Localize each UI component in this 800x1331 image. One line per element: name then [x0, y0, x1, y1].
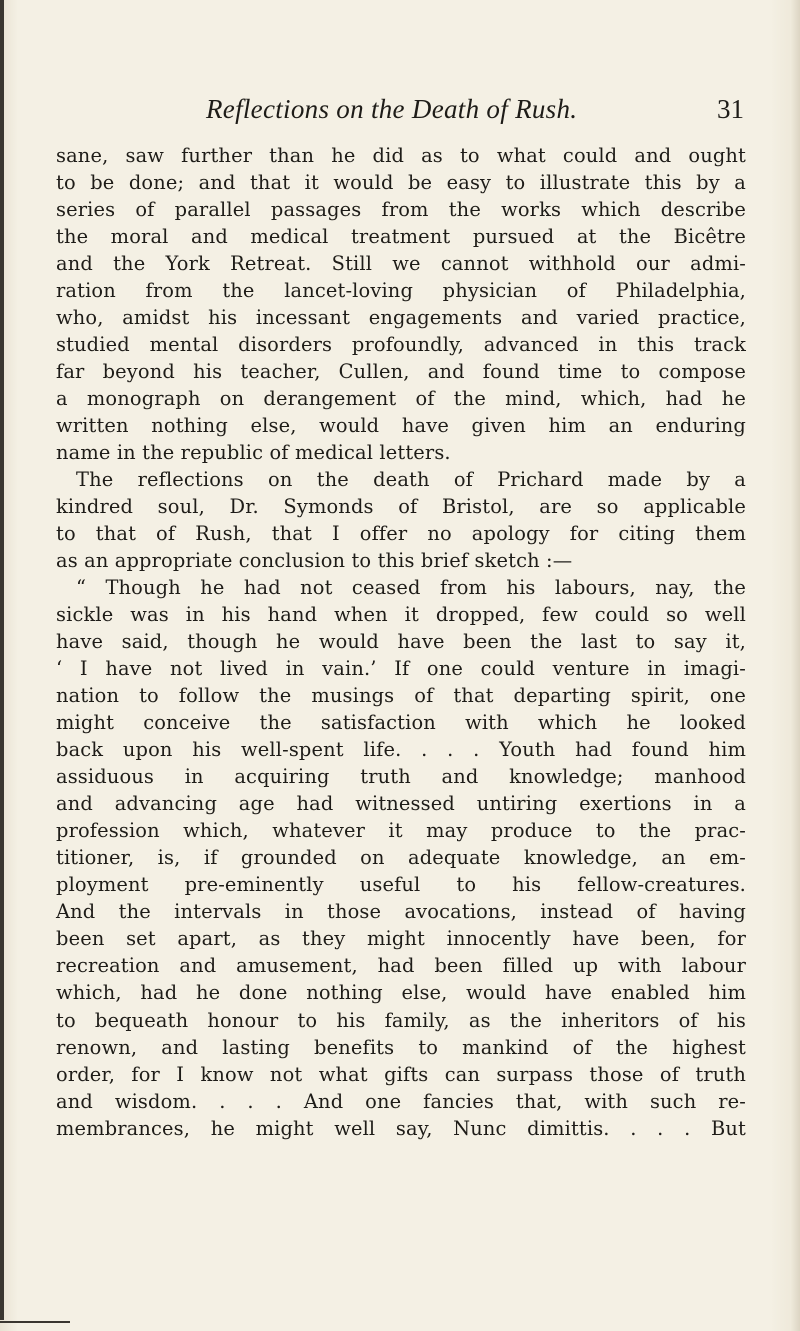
text-line: membrances, he might well say, Nunc dimittis. . . . But: [56, 1116, 746, 1140]
text-line: might conceive the satisfaction with which he looked: [56, 711, 746, 735]
text-line: sickle was in his hand when it dropped, few could so well: [56, 603, 746, 627]
text-line: recreation and amusement, had been filled up with labour: [56, 954, 746, 978]
text-line: and advancing age had witnessed untiring exertions in a: [56, 792, 746, 816]
body-text: [56, 142, 746, 1142]
text-line: as an appropriate conclusion to this brief sketch :—: [56, 549, 573, 573]
text-line: sane, saw further than he did as to what could and ought: [56, 144, 746, 167]
text-line: far beyond his teacher, Cullen, and found time to compose: [56, 360, 746, 384]
text-line: kindred soul, Dr. Symonds of Bristol, are so applicable: [56, 495, 746, 519]
page-number: 31: [717, 94, 744, 124]
running-title: Reflections on the Death of Rush.: [206, 94, 578, 124]
text-line: assiduous in acquiring truth and knowledge; manhood: [56, 765, 746, 789]
text-line: titioner, is, if grounded on adequate knowledge, an em-: [56, 846, 746, 870]
text-line: ployment pre-eminently useful to his fellow-creatures.: [56, 873, 746, 897]
text-line: “ Though he had not ceased from his labours, nay, the: [76, 576, 746, 600]
text-line: renown, and lasting benefits to mankind of the highest: [56, 1035, 746, 1059]
text-line: name in the republic of medical letters.: [56, 441, 451, 465]
text-line: profession which, whatever it may produce to the prac-: [56, 819, 746, 843]
text-line: written nothing else, would have given him an enduring: [56, 414, 746, 438]
page-bottom-rule: [0, 1321, 70, 1323]
text-line: to bequeath honour to his family, as the inheritors of his: [56, 1008, 746, 1032]
text-line: And the intervals in those avocations, instead of having: [56, 900, 746, 924]
text-line: and the York Retreat. Still we cannot withhold our admi-: [56, 252, 746, 276]
text-line: the moral and medical treatment pursued at the Bicêtre: [56, 225, 746, 249]
text-line: order, for I know not what gifts can surpass those of truth: [56, 1062, 746, 1086]
page-right-edge: [790, 0, 800, 1331]
page-header: [56, 94, 746, 128]
text-line: The reflections on the death of Prichard made by a: [76, 468, 746, 492]
text-line: which, had he done nothing else, would have enabled him: [56, 981, 746, 1005]
text-line: to that of Rush, that I offer no apology for citing them: [56, 522, 746, 546]
text-line: series of parallel passages from the works which describe: [56, 198, 746, 222]
text-line: who, amidst his incessant engagements and varied practice,: [56, 306, 746, 330]
text-line: and wisdom. . . . And one fancies that, with such re-: [56, 1089, 746, 1113]
text-line: a monograph on derangement of the mind, which, had he: [56, 387, 746, 411]
text-line: studied mental disorders profoundly, advanced in this track: [56, 333, 746, 357]
text-line: to be done; and that it would be easy to illustrate this by a: [56, 171, 746, 195]
text-line: back upon his well-spent life. . . . Youth had found him: [56, 738, 746, 762]
text-line: ration from the lancet-loving physician of Philadelphia,: [56, 279, 746, 303]
text-line: nation to follow the musings of that departing spirit, one: [56, 684, 746, 708]
text-line: have said, though he would have been the last to say it,: [56, 630, 746, 654]
text-line: ‘ I have not lived in vain.’ If one could venture in imagi-: [56, 657, 746, 681]
text-line: been set apart, as they might innocently have been, for: [56, 927, 746, 951]
page-left-binding-edge: [0, 0, 4, 1320]
